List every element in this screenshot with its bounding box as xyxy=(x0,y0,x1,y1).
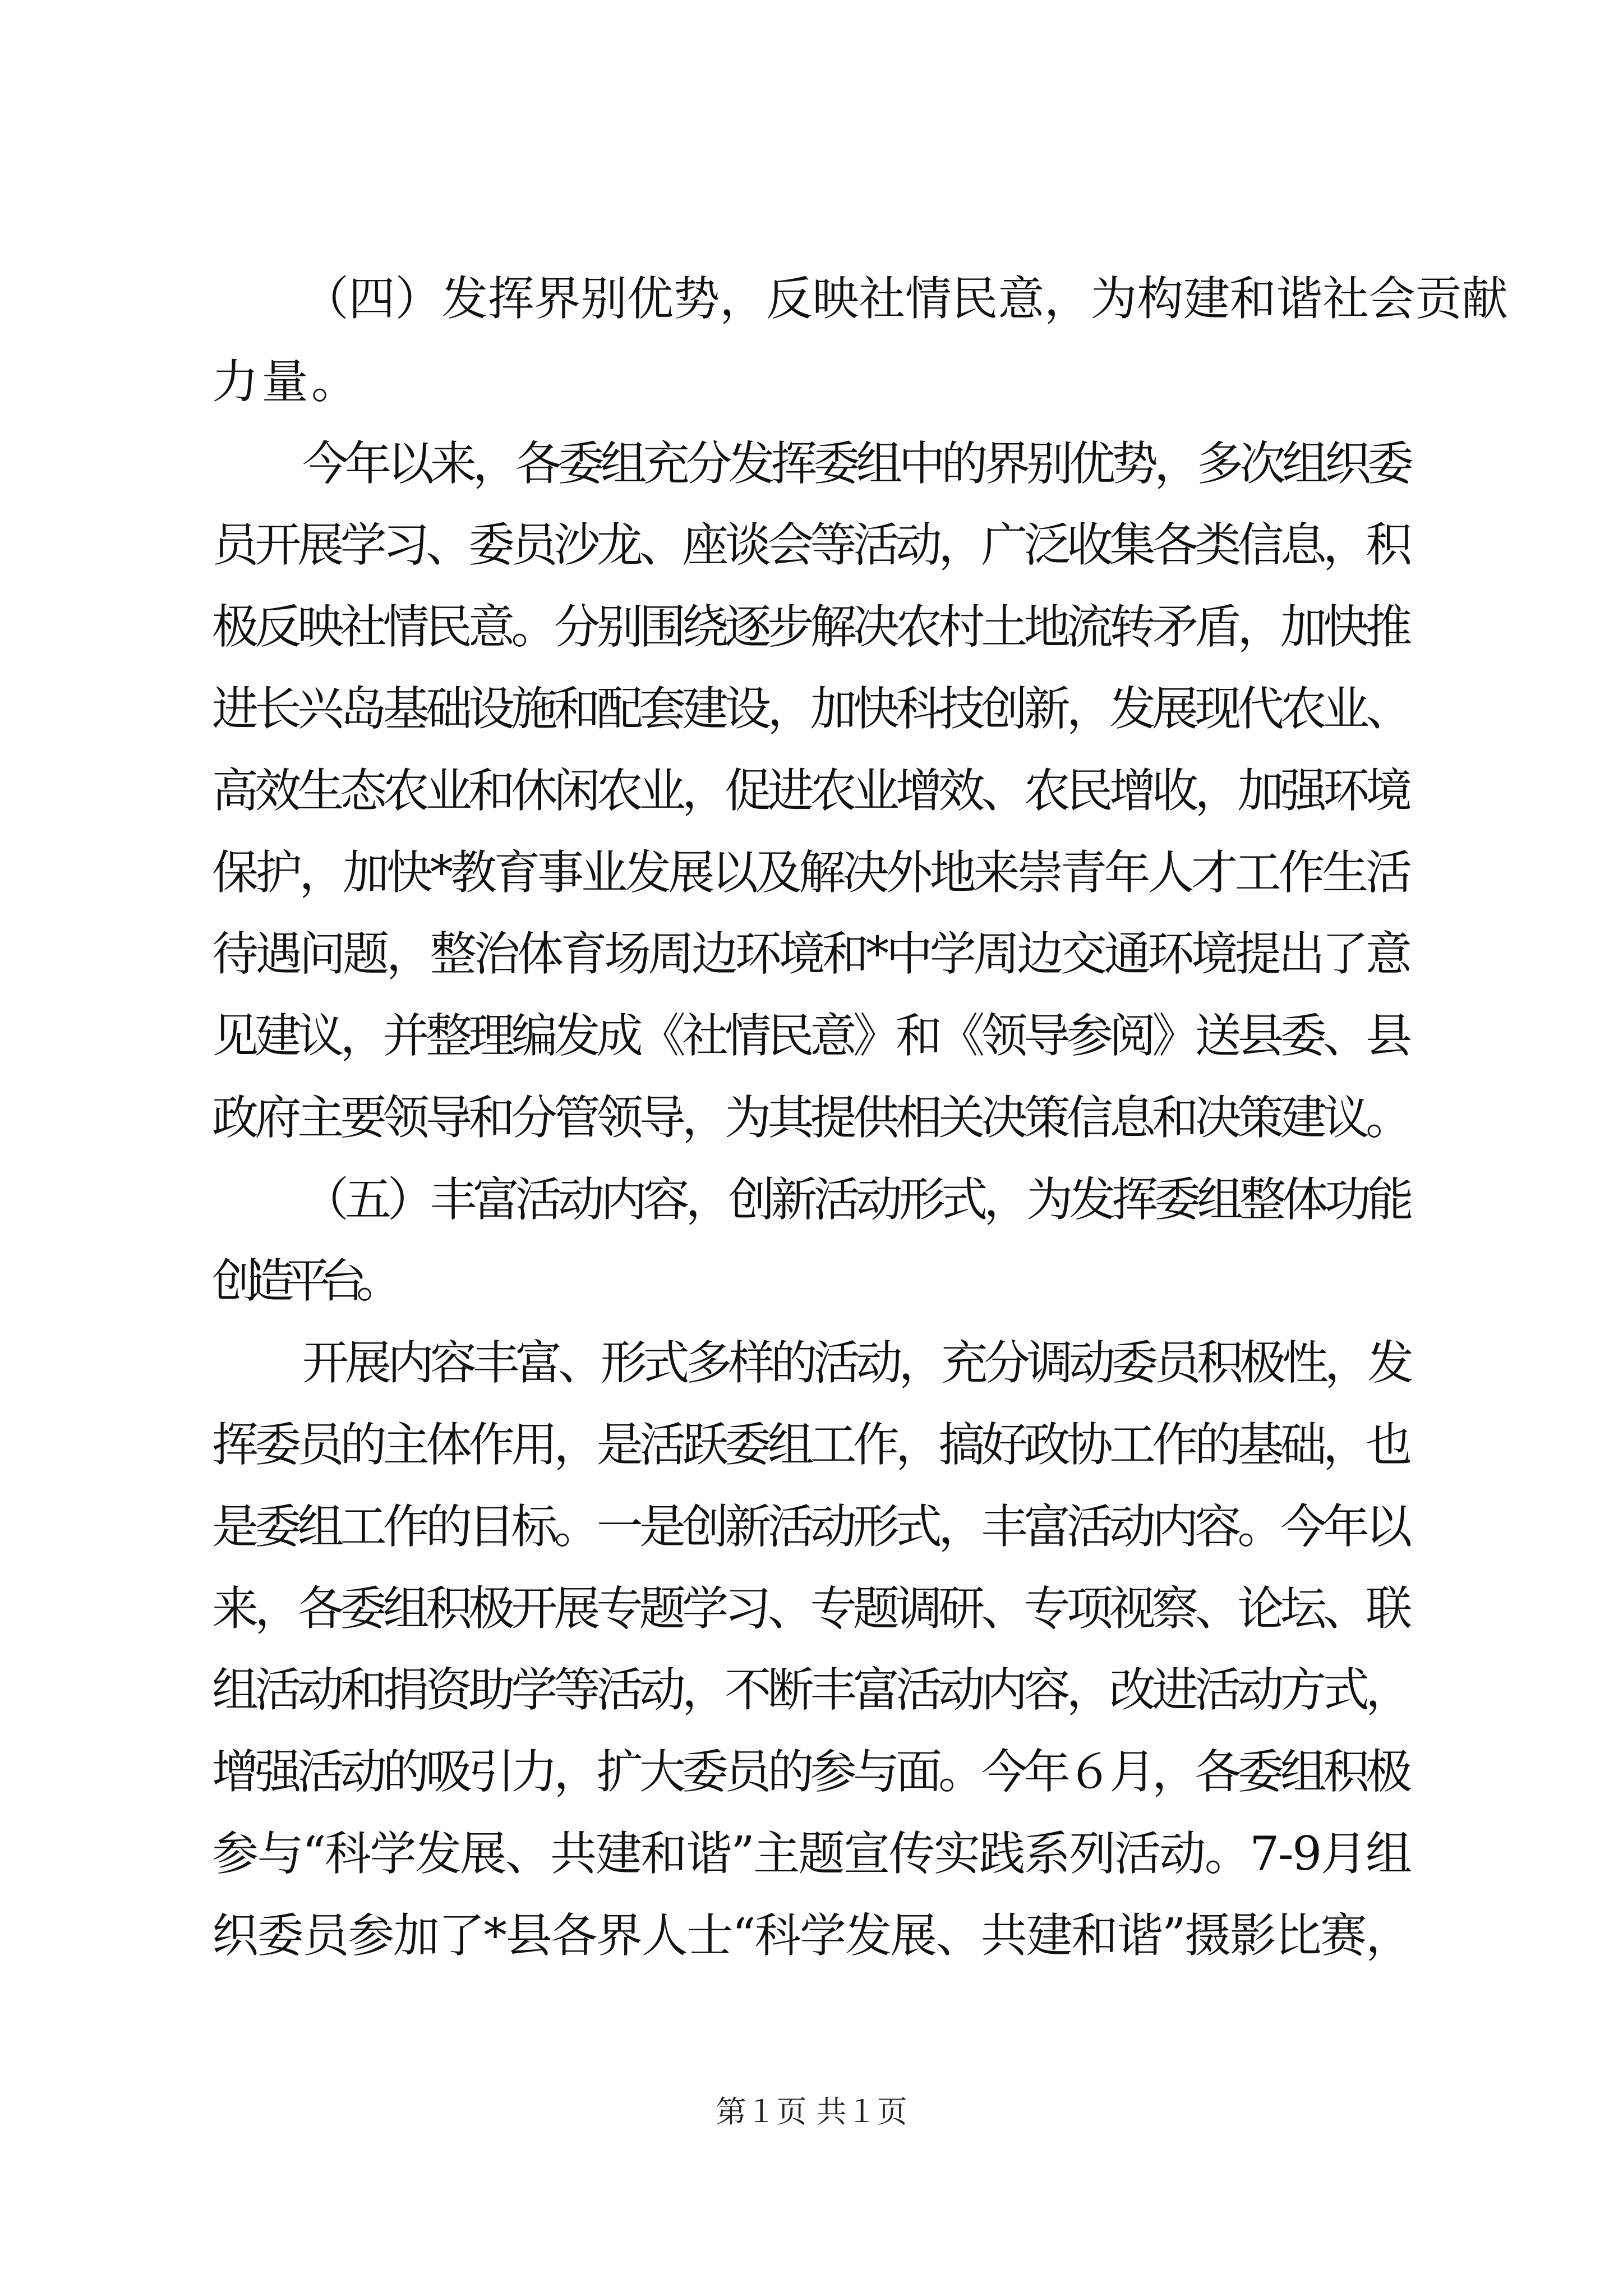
text-line: 待遇问题，整治体育场周边环境和*中学周边交通环境提出了意 xyxy=(212,927,1409,981)
text-line: 是委组工作的目标。一是创新活动形式，丰富活动内容。今年以 xyxy=(212,1499,1409,1554)
text-line: 参与“科学发展、共建和谐”主题宣传实践系列活动。7-9月组 xyxy=(212,1826,1411,1881)
text-line: 力量。 xyxy=(212,355,361,409)
text-line: 来，各委组积极开展专题学习、专题调研、专项视察、论坛、联 xyxy=(212,1581,1409,1636)
text-line: 高效生态农业和休闲农业，促进农业增效、农民增收，加强环境 xyxy=(212,763,1409,818)
page-number-footer: 第１页 共１页 xyxy=(716,2094,907,2129)
text-line: 组活动和捐资助学等活动，不断丰富活动内容，改进活动方式， xyxy=(212,1663,1409,1717)
text-line: （四）发挥界别优势，反映社情民意，为构建和谐社会贡献 xyxy=(302,272,1508,326)
text-line: 保护，加快*教育事业发展以及解决外地来崇青年人才工作生活 xyxy=(212,845,1409,900)
text-line: 开展内容丰富、形式多样的活动，充分调动委员积极性，发 xyxy=(302,1336,1410,1390)
text-line: 见建议，并整理编发成《社情民意》和《领导参阅》送县委、县 xyxy=(212,1009,1409,1063)
text-line: 极反映社情民意。分别围绕逐步解决农村土地流转矛盾，加快推 xyxy=(212,600,1409,654)
text-line: 挥委员的主体作用，是活跃委组工作，搞好政协工作的基础，也 xyxy=(212,1418,1409,1472)
text-line: 政府主要领导和分管领导，为其提供相关决策信息和决策建议。 xyxy=(212,1091,1409,1145)
text-line: 织委员参加了*县各界人士“科学发展、共建和谐”摄影比赛， xyxy=(212,1908,1411,1963)
text-line: 增强活动的吸引力，扩大委员的参与面。今年６月，各委组积极 xyxy=(212,1745,1409,1799)
text-line: 员开展学习、委员沙龙、座谈会等活动，广泛收集各类信息，积 xyxy=(212,518,1409,572)
text-line: 进长兴岛基础设施和配套建设，加快科技创新，发展现代农业、 xyxy=(212,682,1409,736)
text-line: （五）丰富活动内容，创新活动形式，为发挥委组整体功能 xyxy=(302,1172,1410,1227)
text-line: 今年以来，各委组充分发挥委组中的界别优势，多次组织委 xyxy=(302,436,1410,491)
text-line: 创造平台。 xyxy=(212,1254,393,1308)
